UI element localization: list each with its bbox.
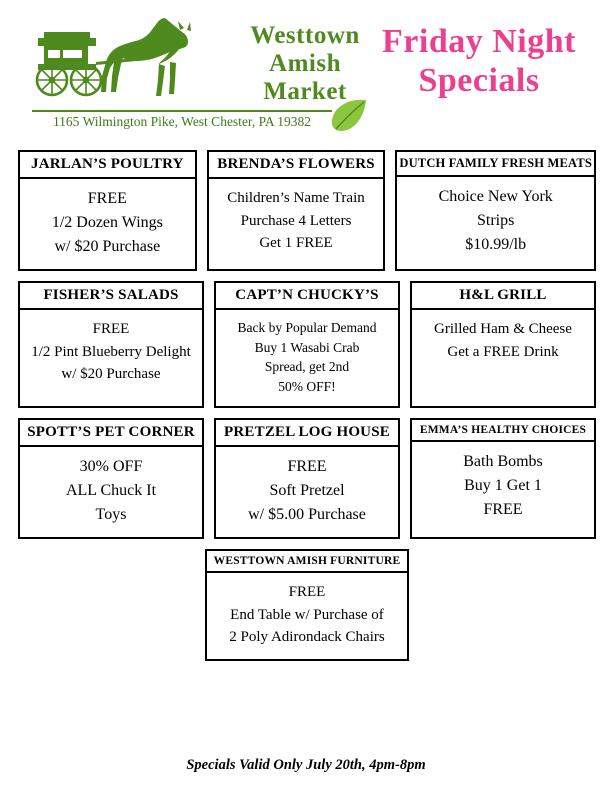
vendor-name: WESTTOWN AMISH FURNITURE xyxy=(207,551,407,573)
special-card xyxy=(410,281,596,408)
special-card xyxy=(205,549,409,661)
logo-line-1: Westtown xyxy=(250,22,360,49)
specials-row xyxy=(18,418,596,539)
special-card xyxy=(214,418,400,539)
offer-text xyxy=(26,455,196,527)
offer-line: 1/2 Dozen Wings xyxy=(51,214,163,231)
offer-line: Bath Bombs xyxy=(463,453,543,471)
logo-line-3: Market xyxy=(263,78,347,105)
page-title-line-2: Specials xyxy=(418,62,540,100)
specials-row xyxy=(18,281,596,408)
offer-text xyxy=(215,187,378,255)
offer-line: End Table w/ Purchase of xyxy=(230,606,384,623)
offer-line: Purchase 4 Letters xyxy=(240,212,352,229)
market-address: 1165 Wilmington Pike, West Chester, PA 19382 xyxy=(52,114,312,129)
offer-line: 50% OFF! xyxy=(278,378,336,394)
offer-line: Buy 1 Get 1 xyxy=(464,477,542,495)
market-logo xyxy=(30,10,375,135)
validity-note: Specials Valid Only July 20th, 4pm-8pm xyxy=(186,757,426,773)
specials-row-final xyxy=(18,549,596,661)
offer-line: Soft Pretzel xyxy=(269,482,345,500)
offer-line: Choice New York xyxy=(438,188,553,205)
vendor-name: EMMA’S HEALTHY CHOICES xyxy=(412,420,594,442)
logo-line-2: Amish xyxy=(269,50,341,77)
offer-line: Get 1 FREE xyxy=(259,235,333,251)
offer-line: FREE xyxy=(483,501,523,519)
offer-line: Spread, get 2nd xyxy=(264,359,350,375)
vendor-name: CAPT’N CHUCKY’S xyxy=(216,283,398,310)
vendor-name: JARLAN’S POULTRY xyxy=(20,152,195,179)
offer-text xyxy=(403,185,588,257)
offer-text xyxy=(222,455,392,527)
vendor-name: FISHER’S SALADS xyxy=(20,283,202,310)
offer-line: FREE xyxy=(287,458,327,476)
offer-line: Back by Popular Demand xyxy=(237,320,377,335)
offer-line: Grilled Ham & Cheese xyxy=(434,321,572,337)
special-card xyxy=(395,150,596,271)
offer-line: 1/2 Pint Blueberry Delight xyxy=(31,343,191,360)
offer-line: w/ $20 Purchase xyxy=(61,366,161,382)
offer-line: w/ $20 Purchase xyxy=(54,238,161,255)
vendor-name: DUTCH FAMILY FRESH MEATS xyxy=(397,152,594,177)
offer-line: Get a FREE Drink xyxy=(447,343,559,360)
special-card xyxy=(18,418,204,539)
special-card xyxy=(18,150,197,271)
offer-line: Children’s Name Train xyxy=(227,190,365,206)
offer-line: FREE xyxy=(87,190,127,207)
page-title xyxy=(364,22,594,101)
offer-text xyxy=(213,581,401,649)
offer-line: 2 Poly Adirondack Chairs xyxy=(229,629,385,646)
special-card xyxy=(214,281,400,408)
offer-text xyxy=(222,318,392,396)
vendor-name: PRETZEL LOG HOUSE xyxy=(216,420,398,447)
offer-line: Toys xyxy=(95,506,127,524)
offer-line: $10.99/lb xyxy=(465,236,527,253)
vendor-name: BRENDA’S FLOWERS xyxy=(209,152,384,179)
offer-text xyxy=(418,318,588,363)
offer-line: w/ $5.00 Purchase xyxy=(248,506,366,524)
leaf-icon xyxy=(330,98,368,132)
offer-line: ALL Chuck It xyxy=(65,482,157,500)
logo-divider xyxy=(32,110,332,112)
specials-row xyxy=(18,150,596,271)
offer-line: 30% OFF xyxy=(79,458,143,476)
offer-line: FREE xyxy=(92,321,130,337)
specials-grid xyxy=(18,150,596,661)
offer-text xyxy=(26,187,189,259)
offer-line: Strips xyxy=(477,212,515,229)
offer-line: FREE xyxy=(288,584,326,601)
special-card xyxy=(207,150,386,271)
offer-text xyxy=(418,450,588,522)
special-card xyxy=(410,418,596,539)
offer-line: Buy 1 Wasabi Crab xyxy=(254,339,360,355)
special-card xyxy=(18,281,204,408)
page-header xyxy=(0,0,612,142)
vendor-name: H&L GRILL xyxy=(412,283,594,310)
horse-and-buggy-icon xyxy=(30,18,205,106)
vendor-name: SPOTT’S PET CORNER xyxy=(20,420,202,447)
offer-text xyxy=(26,318,196,386)
page-title-line-1: Friday Night xyxy=(382,23,576,60)
